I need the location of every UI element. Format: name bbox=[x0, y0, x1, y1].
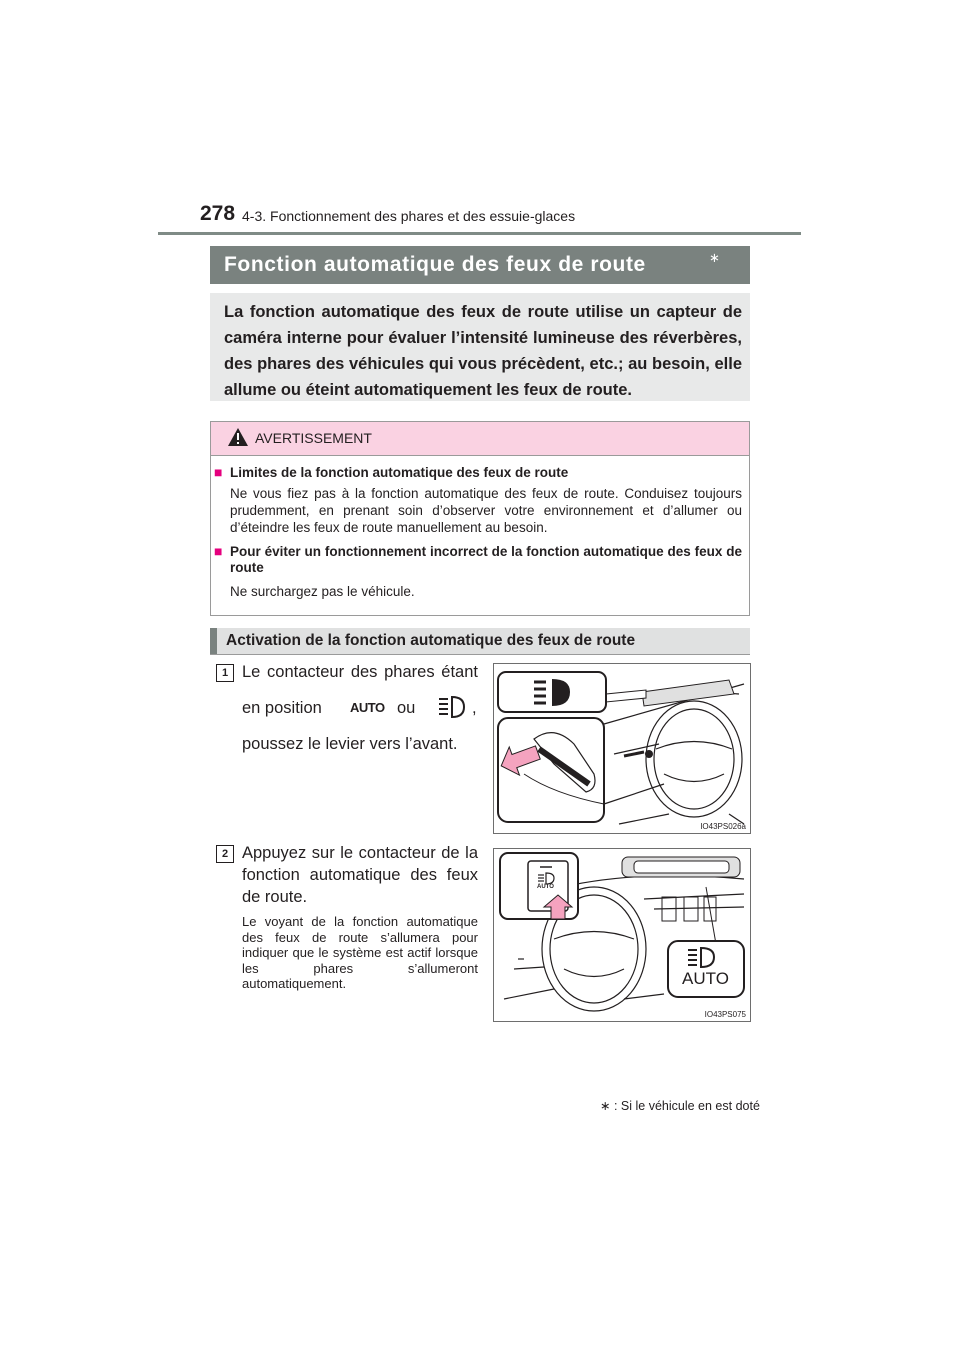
step-line bbox=[242, 688, 478, 728]
auto-symbol: AUTO bbox=[350, 700, 385, 715]
lever-figure bbox=[493, 663, 751, 834]
step-text bbox=[242, 656, 478, 760]
header-rule bbox=[158, 232, 801, 235]
step-text: Appuyez sur le contacteur de la fonction automatique des feux de route. bbox=[242, 844, 478, 906]
bullet-square-icon: ■ bbox=[214, 464, 223, 480]
intro-text: La fonction automatique des feux de route utilise un capteur de caméra interne pour évaluer l’intensité lumineuse des réverbères, des phares des véhicules qui vous précèdent, etc.; au besoin, elle allume ou éteint automatiquement les feux de route. bbox=[224, 303, 742, 399]
footnote-text: : Si le véhicule en est doté bbox=[613, 1099, 760, 1113]
figure-code: IO43PS026a bbox=[700, 822, 746, 831]
bullet-square-icon: ■ bbox=[214, 543, 223, 559]
dashboard-figure bbox=[493, 848, 751, 1022]
warning-box bbox=[210, 421, 750, 616]
warning-item-heading: Pour éviter un fonctionnement incorrect de la fonction automatique des feux de route bbox=[230, 544, 742, 575]
section-heading-tab bbox=[210, 628, 217, 654]
page-number: 278 bbox=[200, 202, 236, 225]
step-line-part: , bbox=[472, 699, 477, 717]
page-title: Fonction automatique des feux de route bbox=[224, 253, 646, 276]
warning-item-body: Ne surchargez pas le véhicule. bbox=[230, 584, 415, 599]
warning-item-body: Ne vous fiez pas à la fonction automatique des feux de route. Conduisez toujours prudemment, en prenant soin d’observer votre environnement et d’allumer ou d’éteindre les feux de route manuellement au besoin. bbox=[230, 486, 742, 535]
step-number: 2 bbox=[216, 845, 234, 863]
footnote bbox=[600, 1098, 760, 1113]
warning-title: AVERTISSEMENT bbox=[255, 430, 372, 446]
footnote-mark: ∗ bbox=[600, 1099, 611, 1113]
step-line-part: en position bbox=[242, 699, 322, 717]
step-number: 1 bbox=[216, 664, 234, 682]
step-note: Le voyant de la fonction automatique des feux de route s’allumera pour indiquer que le système est actif lorsque les phares s’allumeront automatiquement. bbox=[242, 914, 478, 991]
title-footnote-mark: ∗ bbox=[709, 250, 720, 265]
warning-item-heading: Limites de la fonction automatique des feux de route bbox=[230, 465, 569, 480]
step-line: poussez le levier vers l’avant. bbox=[242, 735, 458, 753]
step-line-part: ou bbox=[397, 699, 416, 717]
dashboard-illustration bbox=[494, 849, 750, 1021]
warning-triangle-icon bbox=[227, 427, 249, 447]
warning-header bbox=[211, 422, 749, 456]
section-title: Activation de la fonction automatique des feux de route bbox=[226, 632, 636, 649]
running-head: 4-3. Fonctionnement des phares et des essuie-glaces bbox=[242, 208, 576, 224]
indicator-auto-label: AUTO bbox=[682, 969, 729, 988]
lever-illustration bbox=[494, 664, 750, 833]
step-line: Le contacteur des phares étant bbox=[242, 663, 478, 681]
figure-code: IO43PS075 bbox=[704, 1010, 746, 1019]
switch-auto-label: AUTO bbox=[537, 884, 554, 890]
headlight-icon bbox=[436, 694, 466, 720]
